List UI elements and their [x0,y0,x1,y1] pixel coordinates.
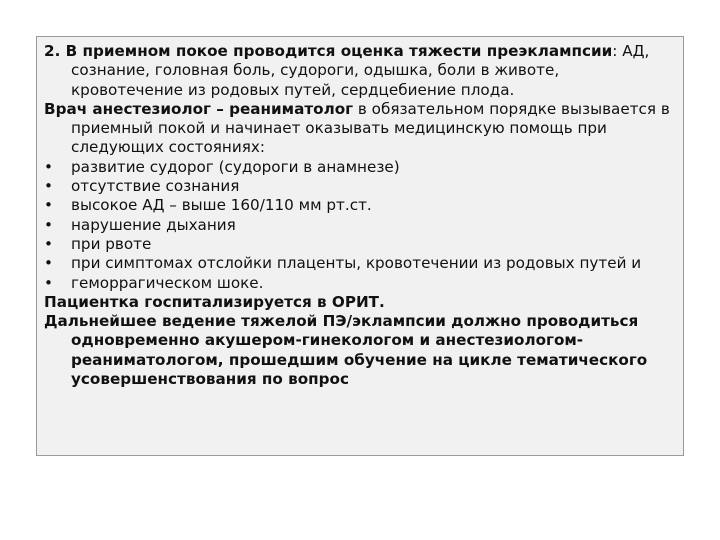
paragraph-anesthesiologist [44,100,675,158]
bullet-icon: • [44,157,53,176]
list-item-text: высокое АД – выше 160/110 мм рт.ст. [71,196,372,215]
paragraph-further-management: Дальнейшее ведение тяжелой ПЭ/эклампсии должно проводиться одновременно акушером-гинекологом и анестезиологом-реаниматологом, прошедшим обучение на цикле тематического усовершенствования по вопрос [44,312,648,389]
assessment-heading: 2. В приемном покое проводится оценка тяжести преэклампсии [44,42,613,60]
list-item [44,216,675,235]
conditions-list [44,158,675,293]
list-item [44,235,675,254]
list-item-text: при рвоте [71,234,152,253]
bullet-icon: • [44,215,53,234]
list-item [44,177,675,196]
list-item [44,196,675,215]
list-item [44,158,675,177]
bullet-icon: • [44,234,53,253]
anesthesiologist-heading: Врач анестезиолог – реаниматолог [44,99,354,118]
bullet-icon: • [44,196,53,215]
list-item [44,274,675,293]
list-item [44,254,675,273]
paragraph-assessment [44,42,675,100]
list-item-text: нарушение дыхания [71,215,236,234]
slide-text-box [36,36,684,456]
bullet-icon: • [44,177,53,196]
list-item-text: геморрагическом шоке. [71,273,264,292]
list-item-text: отсутствие сознания [71,177,240,196]
list-item-text: развитие судорог (судороги в анамнезе) [71,157,400,176]
anesthesiologist-text: в обязательном порядке вызывается в приемный покой и начинает оказывать медицинскую помощь при следующих состояниях: [71,99,670,157]
paragraph-hospitalization: Пациентка госпитализируется в ОРИТ. [44,292,385,311]
bullet-icon: • [44,273,53,292]
list-item-text: при симптомах отслойки плаценты, кровотечении из родовых путей и [71,254,642,273]
assessment-items: : АД, сознание, головная боль, судороги, одышка, боли в животе, кровотечение из родовых путей, сердцебиение плода. [71,42,650,99]
bullet-icon: • [44,254,53,273]
